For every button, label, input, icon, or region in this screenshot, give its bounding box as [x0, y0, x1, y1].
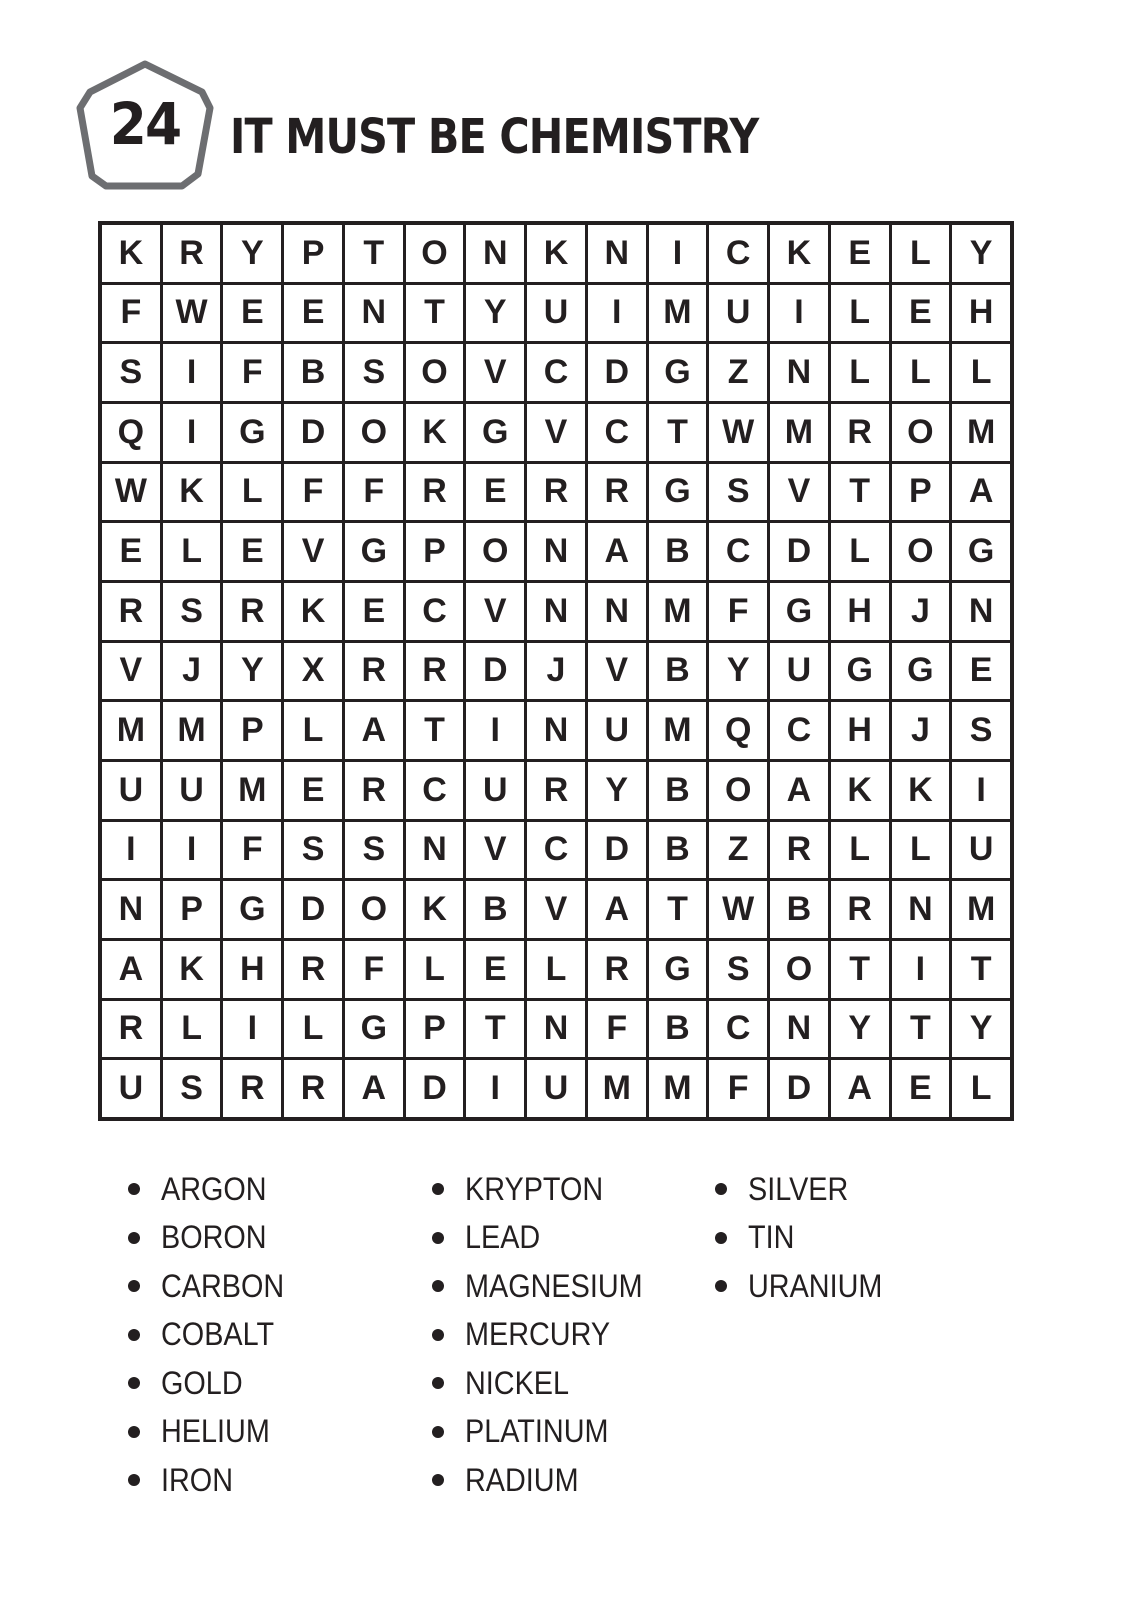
word-label: MERCURY: [465, 1316, 611, 1353]
grid-cell[interactable]: S: [709, 941, 767, 998]
grid-cell[interactable]: R: [831, 404, 889, 461]
grid-cell[interactable]: T: [831, 941, 889, 998]
grid-cell[interactable]: G: [770, 583, 828, 640]
grid-cell[interactable]: S: [345, 344, 403, 401]
grid-cell[interactable]: M: [649, 583, 707, 640]
grid-cell[interactable]: N: [527, 523, 585, 580]
grid-cell[interactable]: A: [345, 1060, 403, 1117]
grid-cell[interactable]: M: [952, 404, 1010, 461]
grid-cell[interactable]: J: [163, 643, 221, 700]
grid-cell[interactable]: K: [770, 225, 828, 282]
bullet-icon: [432, 1232, 444, 1244]
grid-cell[interactable]: D: [284, 881, 342, 938]
grid-cell[interactable]: R: [588, 464, 646, 521]
grid-cell[interactable]: U: [709, 285, 767, 342]
grid-cell[interactable]: B: [649, 822, 707, 879]
grid-cell[interactable]: E: [345, 583, 403, 640]
bullet-icon: [432, 1280, 444, 1292]
word-list-item: [432, 1262, 662, 1311]
grid-cell[interactable]: V: [102, 643, 160, 700]
grid-cell[interactable]: T: [345, 225, 403, 282]
puzzle-number-badge: [76, 58, 214, 194]
grid-cell[interactable]: G: [649, 941, 707, 998]
grid-cell[interactable]: T: [649, 881, 707, 938]
bullet-icon: [432, 1474, 444, 1486]
bullet-icon: [432, 1329, 444, 1341]
grid-cell[interactable]: V: [466, 344, 524, 401]
grid-cell[interactable]: R: [831, 881, 889, 938]
grid-cell[interactable]: L: [831, 344, 889, 401]
word-list-item: [432, 1311, 662, 1360]
grid-cell[interactable]: M: [163, 702, 221, 759]
grid-cell[interactable]: I: [102, 822, 160, 879]
grid-cell[interactable]: B: [649, 643, 707, 700]
bullet-icon: [128, 1232, 140, 1244]
grid-cell[interactable]: C: [527, 822, 585, 879]
grid-cell[interactable]: S: [709, 464, 767, 521]
grid-cell[interactable]: E: [892, 1060, 950, 1117]
grid-cell[interactable]: E: [284, 762, 342, 819]
grid-cell[interactable]: W: [709, 404, 767, 461]
bullet-icon: [128, 1474, 140, 1486]
grid-cell[interactable]: T: [952, 941, 1010, 998]
grid-cell[interactable]: Z: [709, 344, 767, 401]
word-list-item: [128, 1311, 298, 1360]
grid-cell[interactable]: D: [284, 404, 342, 461]
grid-cell[interactable]: O: [345, 881, 403, 938]
grid-cell[interactable]: O: [406, 344, 464, 401]
grid-cell[interactable]: L: [284, 702, 342, 759]
grid-cell[interactable]: J: [527, 643, 585, 700]
word-label: BORON: [161, 1219, 267, 1256]
grid-cell[interactable]: C: [406, 762, 464, 819]
grid-cell[interactable]: T: [466, 1001, 524, 1058]
grid-cell[interactable]: F: [709, 1060, 767, 1117]
grid-cell[interactable]: E: [102, 523, 160, 580]
grid-cell[interactable]: F: [102, 285, 160, 342]
grid-cell[interactable]: I: [770, 285, 828, 342]
grid-cell[interactable]: F: [709, 583, 767, 640]
grid-cell[interactable]: C: [406, 583, 464, 640]
bullet-icon: [715, 1280, 727, 1292]
grid-cell[interactable]: F: [588, 1001, 646, 1058]
grid-cell[interactable]: I: [588, 285, 646, 342]
grid-cell[interactable]: L: [892, 225, 950, 282]
word-list-item: [128, 1165, 298, 1214]
grid-cell[interactable]: G: [649, 464, 707, 521]
grid-cell[interactable]: U: [466, 762, 524, 819]
grid-cell[interactable]: O: [406, 225, 464, 282]
grid-cell[interactable]: H: [831, 702, 889, 759]
grid-cell[interactable]: N: [345, 285, 403, 342]
grid-cell[interactable]: I: [649, 225, 707, 282]
grid-cell[interactable]: V: [466, 822, 524, 879]
word-list: [0, 1165, 1142, 1525]
grid-cell[interactable]: R: [102, 583, 160, 640]
word-label: KRYPTON: [465, 1170, 604, 1207]
grid-cell[interactable]: S: [345, 822, 403, 879]
grid-cell[interactable]: L: [892, 344, 950, 401]
grid-cell[interactable]: U: [952, 822, 1010, 879]
grid-cell[interactable]: K: [406, 404, 464, 461]
grid-cell[interactable]: V: [527, 404, 585, 461]
grid-cell[interactable]: N: [770, 1001, 828, 1058]
grid-cell[interactable]: I: [892, 941, 950, 998]
grid-cell[interactable]: O: [770, 941, 828, 998]
grid-cell[interactable]: C: [588, 404, 646, 461]
grid-cell[interactable]: M: [770, 404, 828, 461]
word-list-item: [128, 1456, 298, 1505]
word-list-item: [432, 1359, 662, 1408]
puzzle-number: 24: [109, 90, 181, 158]
grid-cell[interactable]: O: [466, 523, 524, 580]
word-label: MAGNESIUM: [465, 1267, 643, 1304]
grid-cell[interactable]: U: [527, 285, 585, 342]
grid-cell[interactable]: F: [284, 464, 342, 521]
grid-cell[interactable]: F: [223, 344, 281, 401]
word-label: TIN: [748, 1219, 795, 1256]
bullet-icon: [715, 1183, 727, 1195]
grid-cell[interactable]: L: [223, 464, 281, 521]
grid-cell[interactable]: S: [163, 583, 221, 640]
word-list-column-1: [128, 1165, 298, 1505]
grid-cell[interactable]: K: [163, 941, 221, 998]
grid-cell[interactable]: O: [709, 762, 767, 819]
grid-cell[interactable]: K: [892, 762, 950, 819]
word-label: GOLD: [161, 1364, 243, 1401]
grid-cell[interactable]: B: [649, 523, 707, 580]
grid-cell[interactable]: K: [284, 583, 342, 640]
grid-cell[interactable]: Q: [102, 404, 160, 461]
grid-cell[interactable]: D: [588, 344, 646, 401]
grid-cell[interactable]: P: [223, 702, 281, 759]
grid-cell[interactable]: R: [163, 225, 221, 282]
grid-cell[interactable]: L: [831, 523, 889, 580]
bullet-icon: [128, 1183, 140, 1195]
word-label: LEAD: [465, 1219, 541, 1256]
grid-cell[interactable]: U: [527, 1060, 585, 1117]
grid-cell[interactable]: L: [831, 822, 889, 879]
grid-cell[interactable]: S: [284, 822, 342, 879]
grid-cell[interactable]: O: [892, 523, 950, 580]
grid-cell[interactable]: O: [892, 404, 950, 461]
grid-cell[interactable]: N: [527, 1001, 585, 1058]
grid-cell[interactable]: G: [831, 643, 889, 700]
grid-cell[interactable]: K: [831, 762, 889, 819]
grid-cell[interactable]: U: [770, 643, 828, 700]
grid-cell[interactable]: N: [406, 822, 464, 879]
puzzle-title: IT MUST BE CHEMISTRY: [230, 109, 759, 165]
word-list-item: [128, 1408, 298, 1457]
grid-cell[interactable]: D: [770, 523, 828, 580]
grid-cell[interactable]: W: [709, 881, 767, 938]
grid-cell[interactable]: E: [952, 643, 1010, 700]
grid-cell[interactable]: R: [770, 822, 828, 879]
grid-cell[interactable]: S: [163, 1060, 221, 1117]
grid-cell[interactable]: D: [466, 643, 524, 700]
grid-cell[interactable]: C: [709, 523, 767, 580]
grid-cell[interactable]: A: [831, 1060, 889, 1117]
word-search-grid: [98, 221, 1014, 1121]
grid-cell[interactable]: Y: [223, 643, 281, 700]
word-label: COBALT: [161, 1316, 275, 1353]
grid-cell[interactable]: Y: [831, 1001, 889, 1058]
grid-cell[interactable]: N: [588, 225, 646, 282]
grid-cell[interactable]: I: [952, 762, 1010, 819]
grid-cell[interactable]: N: [588, 583, 646, 640]
word-list-column-3: [715, 1165, 897, 1311]
grid-cell[interactable]: B: [284, 344, 342, 401]
grid-cell[interactable]: U: [102, 762, 160, 819]
grid-cell[interactable]: K: [527, 225, 585, 282]
grid-cell[interactable]: T: [406, 702, 464, 759]
grid-cell[interactable]: B: [466, 881, 524, 938]
grid-cell[interactable]: L: [284, 1001, 342, 1058]
grid-cell[interactable]: V: [527, 881, 585, 938]
grid-cell[interactable]: R: [406, 464, 464, 521]
grid-cell[interactable]: V: [466, 583, 524, 640]
grid-cell[interactable]: R: [527, 464, 585, 521]
grid-cell[interactable]: G: [649, 344, 707, 401]
grid-cell[interactable]: V: [588, 643, 646, 700]
grid-cell[interactable]: R: [345, 643, 403, 700]
grid-cell[interactable]: G: [345, 523, 403, 580]
bullet-icon: [432, 1183, 444, 1195]
grid-cell[interactable]: W: [163, 285, 221, 342]
grid-cell[interactable]: G: [223, 881, 281, 938]
word-label: CARBON: [161, 1267, 285, 1304]
grid-cell[interactable]: U: [102, 1060, 160, 1117]
grid-cell[interactable]: M: [223, 762, 281, 819]
grid-cell[interactable]: R: [284, 1060, 342, 1117]
grid-cell[interactable]: E: [831, 225, 889, 282]
grid-cell[interactable]: J: [892, 583, 950, 640]
grid-cell[interactable]: B: [649, 762, 707, 819]
grid-cell[interactable]: G: [466, 404, 524, 461]
grid-cell[interactable]: W: [102, 464, 160, 521]
grid-cell[interactable]: L: [406, 941, 464, 998]
grid-cell[interactable]: E: [223, 285, 281, 342]
grid-cell[interactable]: E: [892, 285, 950, 342]
word-label: IRON: [161, 1461, 233, 1498]
grid-cell[interactable]: R: [345, 762, 403, 819]
grid-cell[interactable]: R: [223, 583, 281, 640]
grid-cell[interactable]: B: [770, 881, 828, 938]
grid-cell[interactable]: I: [466, 702, 524, 759]
grid-cell[interactable]: U: [588, 702, 646, 759]
grid-cell[interactable]: R: [102, 1001, 160, 1058]
word-label: PLATINUM: [465, 1413, 609, 1450]
grid-cell[interactable]: O: [345, 404, 403, 461]
grid-cell[interactable]: I: [163, 344, 221, 401]
word-list-item: [432, 1165, 662, 1214]
grid-cell[interactable]: E: [223, 523, 281, 580]
grid-cell[interactable]: C: [709, 1001, 767, 1058]
grid-cell[interactable]: A: [952, 464, 1010, 521]
word-label: ARGON: [161, 1170, 267, 1207]
grid-cell[interactable]: V: [284, 523, 342, 580]
grid-cell[interactable]: I: [223, 1001, 281, 1058]
grid-cell[interactable]: X: [284, 643, 342, 700]
grid-cell[interactable]: P: [406, 1001, 464, 1058]
grid-cell[interactable]: A: [770, 762, 828, 819]
grid-cell[interactable]: G: [892, 643, 950, 700]
grid-cell[interactable]: C: [770, 702, 828, 759]
grid-cell[interactable]: E: [466, 464, 524, 521]
grid-cell[interactable]: G: [952, 523, 1010, 580]
grid-cell[interactable]: L: [892, 822, 950, 879]
word-label: URANIUM: [748, 1267, 883, 1304]
word-label: HELIUM: [161, 1413, 270, 1450]
grid-cell[interactable]: C: [709, 225, 767, 282]
grid-cell[interactable]: N: [527, 583, 585, 640]
grid-cell[interactable]: P: [892, 464, 950, 521]
word-list-column-2: [432, 1165, 662, 1505]
grid-cell[interactable]: H: [223, 941, 281, 998]
grid-cell[interactable]: R: [284, 941, 342, 998]
grid-cell[interactable]: N: [527, 702, 585, 759]
grid-cell[interactable]: P: [284, 225, 342, 282]
word-list-item: [128, 1214, 298, 1263]
word-list-item: [432, 1408, 662, 1457]
word-list-item: [715, 1262, 897, 1311]
bullet-icon: [128, 1377, 140, 1389]
grid-cell[interactable]: N: [466, 225, 524, 282]
word-label: SILVER: [748, 1170, 849, 1207]
grid-cell[interactable]: T: [831, 464, 889, 521]
grid-cell[interactable]: L: [952, 1060, 1010, 1117]
grid-cell[interactable]: Y: [223, 225, 281, 282]
grid-cell[interactable]: U: [163, 762, 221, 819]
grid-cell[interactable]: F: [345, 464, 403, 521]
word-list-item: [128, 1359, 298, 1408]
grid-cell[interactable]: I: [163, 822, 221, 879]
grid-cell[interactable]: S: [102, 344, 160, 401]
grid-cell[interactable]: L: [163, 523, 221, 580]
word-label: NICKEL: [465, 1364, 570, 1401]
grid-cell[interactable]: H: [952, 285, 1010, 342]
grid-cell[interactable]: D: [406, 1060, 464, 1117]
grid-cell[interactable]: V: [770, 464, 828, 521]
grid-cell[interactable]: K: [163, 464, 221, 521]
grid-cell[interactable]: Y: [588, 762, 646, 819]
grid-cell[interactable]: L: [527, 941, 585, 998]
grid-cell[interactable]: P: [406, 523, 464, 580]
grid-cell[interactable]: B: [649, 1001, 707, 1058]
grid-cell[interactable]: Y: [952, 225, 1010, 282]
grid-cell[interactable]: M: [649, 702, 707, 759]
grid-cell[interactable]: M: [102, 702, 160, 759]
grid-cell[interactable]: L: [831, 285, 889, 342]
bullet-icon: [432, 1377, 444, 1389]
grid-cell[interactable]: R: [527, 762, 585, 819]
grid-cell[interactable]: N: [102, 881, 160, 938]
grid-cell[interactable]: A: [345, 702, 403, 759]
grid-cell[interactable]: N: [770, 344, 828, 401]
bullet-icon: [128, 1329, 140, 1341]
grid-cell[interactable]: Y: [466, 285, 524, 342]
grid-cell[interactable]: F: [223, 822, 281, 879]
grid-cell[interactable]: T: [406, 285, 464, 342]
grid-cell[interactable]: Z: [709, 822, 767, 879]
grid-cell[interactable]: R: [406, 643, 464, 700]
grid-cell[interactable]: M: [649, 1060, 707, 1117]
grid-cell[interactable]: I: [466, 1060, 524, 1117]
grid-cell[interactable]: L: [952, 344, 1010, 401]
grid-cell[interactable]: M: [952, 881, 1010, 938]
bullet-icon: [128, 1426, 140, 1438]
word-list-item: [128, 1262, 298, 1311]
bullet-icon: [715, 1232, 727, 1244]
grid-cell[interactable]: L: [163, 1001, 221, 1058]
grid-cell[interactable]: A: [588, 881, 646, 938]
grid-cell[interactable]: K: [406, 881, 464, 938]
grid-cell[interactable]: T: [892, 1001, 950, 1058]
grid-cell[interactable]: D: [770, 1060, 828, 1117]
grid-cell[interactable]: E: [466, 941, 524, 998]
word-list-item: [432, 1214, 662, 1263]
word-label: RADIUM: [465, 1461, 579, 1498]
grid-cell[interactable]: D: [588, 822, 646, 879]
grid-cell[interactable]: E: [284, 285, 342, 342]
grid-cell[interactable]: Q: [709, 702, 767, 759]
grid-cell[interactable]: N: [892, 881, 950, 938]
grid-cell[interactable]: Y: [952, 1001, 1010, 1058]
grid-cell[interactable]: R: [588, 941, 646, 998]
grid-cell[interactable]: K: [102, 225, 160, 282]
grid-cell[interactable]: R: [223, 1060, 281, 1117]
grid-cell[interactable]: P: [163, 881, 221, 938]
grid-cell[interactable]: T: [649, 404, 707, 461]
word-list-item: [715, 1165, 897, 1214]
grid-cell[interactable]: S: [952, 702, 1010, 759]
word-list-item: [715, 1214, 897, 1263]
grid-cell[interactable]: I: [163, 404, 221, 461]
grid-cell[interactable]: A: [102, 941, 160, 998]
grid-cell[interactable]: N: [952, 583, 1010, 640]
bullet-icon: [432, 1426, 444, 1438]
grid-cell[interactable]: A: [588, 523, 646, 580]
grid-cell[interactable]: M: [588, 1060, 646, 1117]
grid-cell[interactable]: H: [831, 583, 889, 640]
word-list-item: [432, 1456, 662, 1505]
grid-cell[interactable]: Y: [709, 643, 767, 700]
grid-cell[interactable]: J: [892, 702, 950, 759]
grid-cell[interactable]: G: [223, 404, 281, 461]
grid-cell[interactable]: G: [345, 1001, 403, 1058]
grid-cell[interactable]: C: [527, 344, 585, 401]
grid-cell[interactable]: M: [649, 285, 707, 342]
bullet-icon: [128, 1280, 140, 1292]
grid-cell[interactable]: F: [345, 941, 403, 998]
